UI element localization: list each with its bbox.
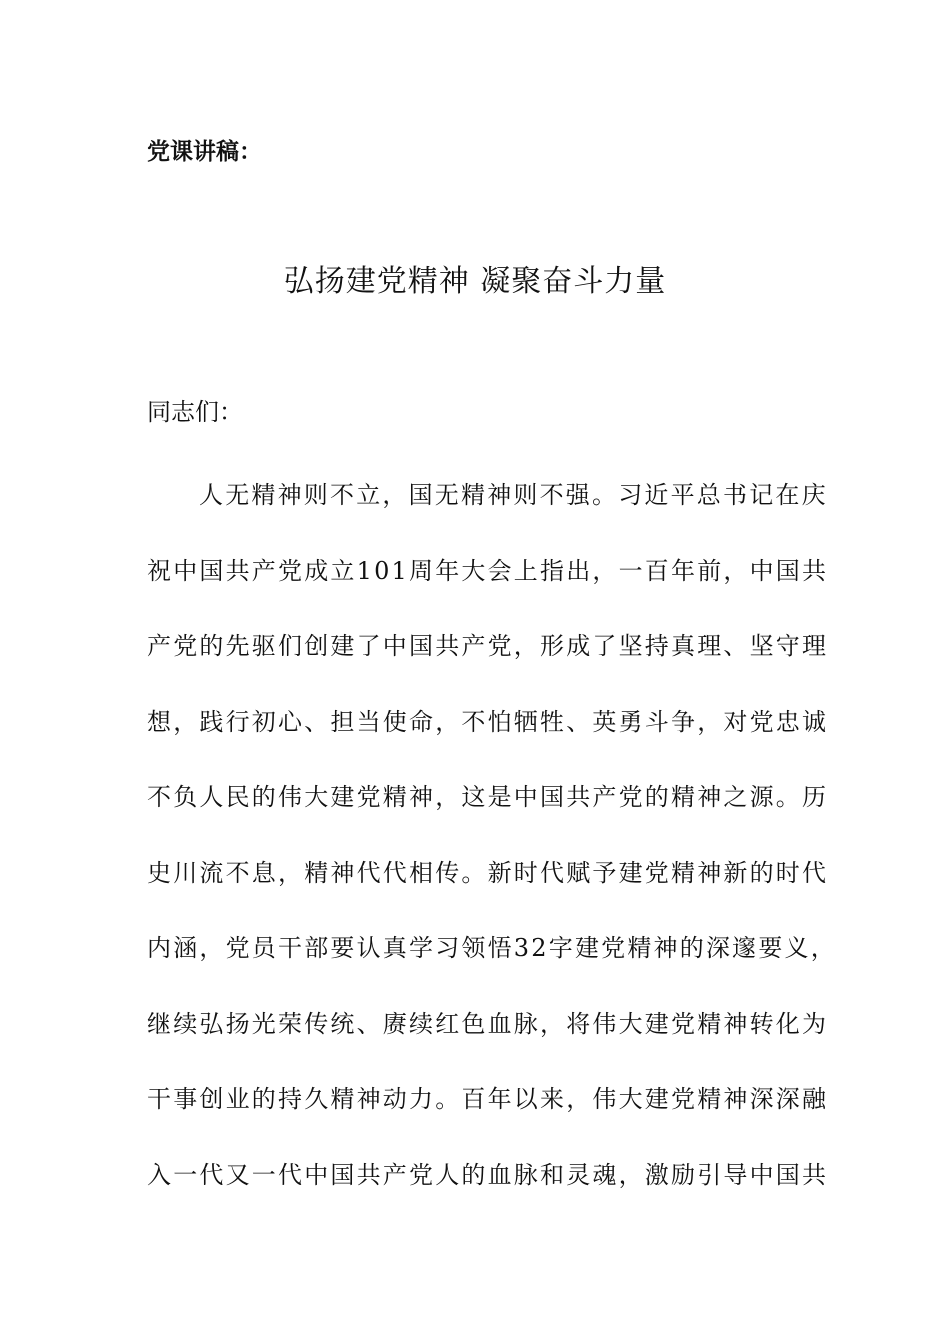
paragraph-line: 史川流不息，精神代代相传。新时代赋予建党精神新的时代 [147, 858, 829, 887]
paragraph-line: 想，践行初心、担当使命，不怕牺牲、英勇斗争，对党忠诚 [147, 707, 829, 736]
salutation: 同志们： [147, 398, 243, 426]
paragraph-line: 产党的先驱们创建了中国共产党，形成了坚持真理、坚守理 [147, 632, 829, 660]
document-label: 党课讲稿： [147, 139, 262, 165]
paragraph-line: 不负人民的伟大建党精神，这是中国共产党的精神之源。历 [147, 783, 829, 811]
document-title: 弘扬建党精神 凝聚奋斗力量 [283, 264, 667, 299]
body-paragraph [147, 458, 837, 1213]
paragraph-line: 干事创业的持久精神动力。百年以来，伟大建党精神深深融 [147, 1085, 829, 1113]
paragraph-line: 人无精神则不立，国无精神则不强。习近平总书记在庆 [199, 481, 828, 509]
paragraph-line: 内涵，党员干部要认真学习领悟32字建党精神的深邃要义， [147, 934, 837, 962]
paragraph-line: 继续弘扬光荣传统、赓续红色血脉，将伟大建党精神转化为 [147, 1009, 829, 1038]
paragraph-line: 祝中国共产党成立101周年大会上指出，一百年前，中国共 [147, 556, 829, 585]
paragraph-line: 入一代又一代中国共产党人的血脉和灵魂，激励引导中国共 [147, 1160, 829, 1189]
